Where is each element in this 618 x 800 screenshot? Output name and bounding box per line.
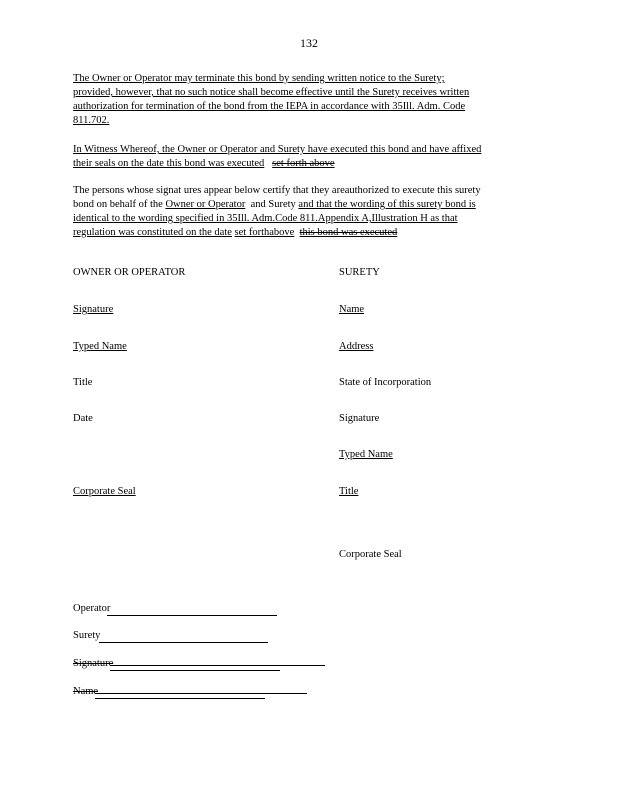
surety-heading: SURETY [339, 267, 380, 278]
signature-label: Signature [73, 658, 114, 669]
signature-field [73, 658, 113, 669]
name-label: Name [73, 686, 99, 697]
operator-label: Operator [73, 603, 111, 614]
para3-line3: identical to the wording specified in 35Ill. Adm.Code 811.Appendix A,Illustration H as that [73, 213, 458, 224]
para3-line4b: set forthabove [234, 227, 295, 238]
signature-input-line-2 [110, 670, 280, 671]
para3-line1: The persons whose signat ures appear below certify that they areauthorized to execute this surety [73, 185, 481, 196]
owner-signature-label: Signature [73, 304, 114, 315]
para1-line2: provided, however, that no such notice shall become effective until the Surety receives written [73, 87, 470, 98]
surety-name-label: Name [339, 304, 365, 315]
owner-title-label: Title [73, 377, 93, 388]
surety-input-line[interactable] [99, 642, 268, 643]
surety-typed-name-label: Typed Name [339, 449, 393, 460]
para3-line4a: regulation was constituted on the date [73, 227, 232, 238]
para2-struck-text: set forth above [272, 158, 335, 169]
para3-struck-text: this bond was executed [299, 227, 398, 238]
surety-signature-label: Signature [339, 413, 380, 424]
owner-date-label: Date [73, 413, 93, 424]
surety-field [73, 630, 100, 641]
name-field [73, 686, 98, 697]
para1-line3: authorization for termination of the bond from the IEPA in accordance with 35Ill. Adm. Code [73, 101, 466, 112]
para1-line4: 811.702. [73, 115, 110, 126]
surety-corporate-seal-label: Corporate Seal [339, 549, 402, 560]
para3-line2d: and that the wording of this surety bond is [298, 199, 476, 210]
para2-line1: In Witness Whereof, the Owner or Operator and Surety have executed this bond and have affixed [73, 144, 482, 155]
surety-state-label: State of Incorporation [339, 377, 432, 388]
name-input-line[interactable] [95, 693, 307, 694]
owner-heading: OWNER OR OPERATOR [73, 267, 186, 278]
surety-address-label: Address [339, 341, 374, 352]
name-input-line-2 [95, 698, 265, 699]
certification-paragraph [73, 184, 533, 240]
operator-field [73, 603, 110, 614]
para2-line2a: their seals on the date this bond was executed [73, 158, 265, 169]
surety-title-label: Title [339, 486, 359, 497]
termination-paragraph [73, 72, 533, 128]
para3-line2a: bond on behalf of the [73, 199, 163, 210]
signature-input-line[interactable] [110, 665, 325, 666]
para3-line2b: Owner or Operator [165, 199, 246, 210]
page-number: 132 [300, 36, 318, 50]
para3-line2c: and Surety [250, 199, 296, 210]
para1-line1: The Owner or Operator may terminate this bond by sending written notice to the Surety; [73, 73, 445, 84]
owner-corporate-seal-label: Corporate Seal [73, 486, 136, 497]
surety-label: Surety [73, 630, 101, 641]
owner-typed-name-label: Typed Name [73, 341, 127, 352]
witness-paragraph [73, 143, 533, 171]
operator-input-line[interactable] [107, 615, 277, 616]
